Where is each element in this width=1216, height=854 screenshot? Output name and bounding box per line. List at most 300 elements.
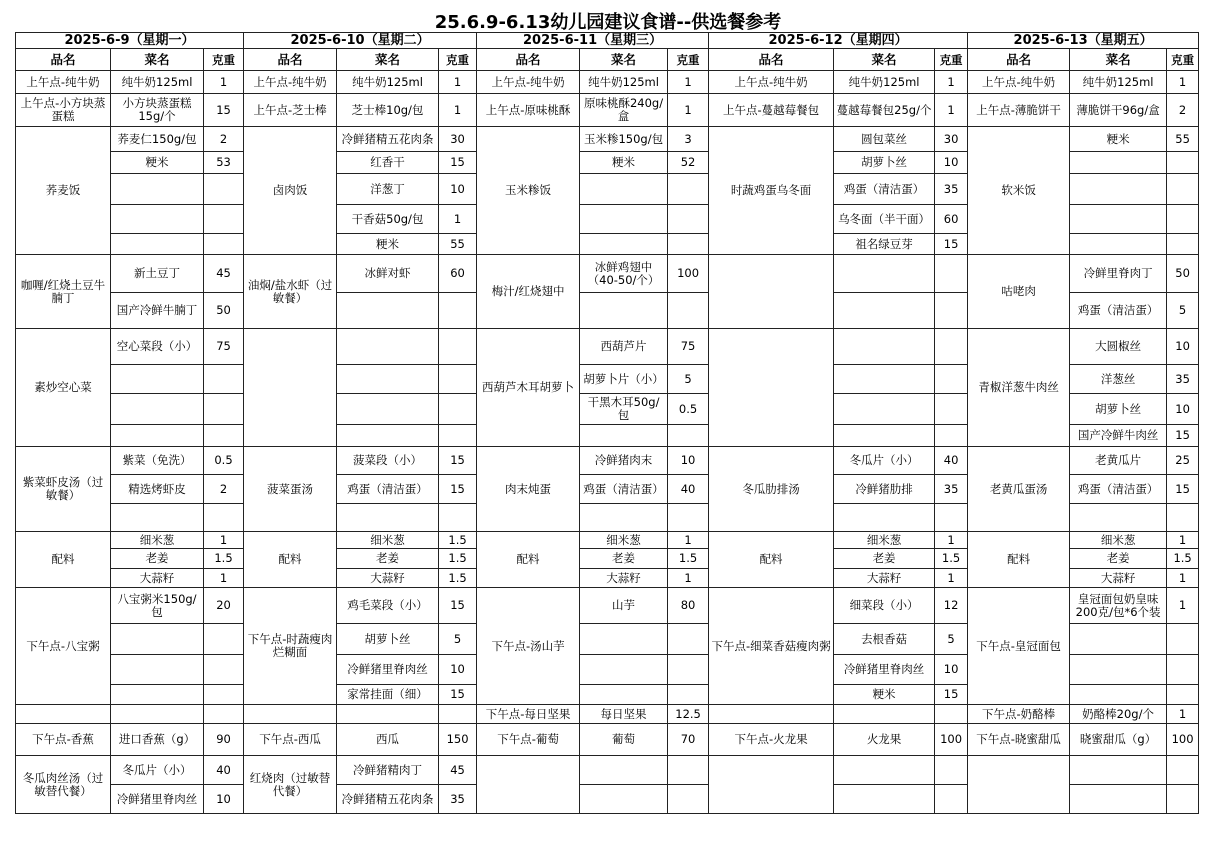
grams-cell: 10 [668,447,709,475]
ingredient-cell [580,174,668,205]
table-row [16,71,1199,94]
dish-name: 上午点-小方块蒸蛋糕 [16,94,111,127]
grams-cell: 10 [1167,329,1199,365]
dish-name: 下午点-汤山芋 [477,588,580,705]
ingredient-cell: 皇冠面包奶皇味200克/包*6个装 [1070,588,1167,624]
grams-cell: 0.5 [204,447,244,475]
dish-name: 上午点-纯牛奶 [244,71,337,94]
ingredient-cell: 芝士棒10g/包 [337,94,439,127]
ingredient-cell: 粳米 [834,685,935,705]
dish-name [477,756,580,814]
grams-cell [1167,624,1199,655]
day-header: 2025-6-9（星期一） [16,33,244,49]
ingredient-cell: 鸡蛋（清洁蛋） [1070,293,1167,329]
ingredient-cell [337,394,439,425]
ingredient-cell: 小方块蒸蛋糕15g/个 [111,94,204,127]
ingredient-cell [834,255,935,293]
ingredient-cell: 玉米糁150g/包 [580,127,668,152]
ingredient-cell [580,234,668,255]
ingredient-cell: 老姜 [111,549,204,569]
grams-cell: 1.5 [439,532,477,549]
dish-name: 配料 [968,532,1070,588]
grams-header: 克重 [935,49,968,71]
grams-cell: 40 [668,475,709,504]
ingredient-cell: 细米葱 [580,532,668,549]
table-row [16,447,1199,475]
ingredient-cell: 每日坚果 [580,705,668,724]
grams-cell: 1 [935,569,968,588]
ingredient-cell [580,655,668,685]
grams-cell: 1 [935,94,968,127]
grams-cell: 15 [439,475,477,504]
grams-cell: 1 [1167,569,1199,588]
ingredient-cell [1070,685,1167,705]
ingredient-cell [834,293,935,329]
grams-cell: 100 [935,724,968,756]
ingredient-cell: 红香干 [337,152,439,174]
grams-cell [1167,785,1199,814]
ingredient-cell: 细米葱 [111,532,204,549]
ingredient-cell: 老姜 [1070,549,1167,569]
dish-name: 老黄瓜蛋汤 [968,447,1070,532]
table-row [16,127,1199,152]
grams-cell: 3 [668,127,709,152]
grams-header: 克重 [1167,49,1199,71]
ingredient-cell [111,394,204,425]
grams-cell: 0.5 [668,394,709,425]
ingredient-cell: 国产冷鲜牛肉丝 [1070,425,1167,447]
grams-cell [204,705,244,724]
table-row [16,588,1199,624]
grams-cell: 12 [935,588,968,624]
grams-cell: 60 [935,205,968,234]
dish-name [709,756,834,814]
grams-cell: 15 [439,685,477,705]
day-header: 2025-6-10（星期二） [244,33,477,49]
grams-cell: 1.5 [439,569,477,588]
dish-name: 下午点-奶酪棒 [968,705,1070,724]
dish-name: 下午点-西瓜 [244,724,337,756]
grams-cell: 52 [668,152,709,174]
dish-name: 时蔬鸡蛋乌冬面 [709,127,834,255]
ingredient-cell [834,756,935,785]
dish-name [968,756,1070,814]
grams-cell: 1 [1167,532,1199,549]
grams-cell [668,293,709,329]
grams-header: 克重 [668,49,709,71]
dish-name: 油焖/盐水虾（过敏餐） [244,255,337,329]
grams-cell [204,174,244,205]
ingredient-cell [111,624,204,655]
ingredient-cell: 胡萝卜丝 [834,152,935,174]
ingredient-cell: 纯牛奶125ml [111,71,204,94]
ingredient-cell: 鸡蛋（清洁蛋） [580,475,668,504]
dish-name: 卤肉饭 [244,127,337,255]
grams-cell [935,329,968,365]
grams-cell: 10 [439,174,477,205]
ingredient-cell [337,293,439,329]
ingredient-header: 菜名 [1070,49,1167,71]
ingredient-cell: 细米葱 [337,532,439,549]
grams-cell: 70 [668,724,709,756]
grams-cell [935,705,968,724]
ingredient-cell [580,785,668,814]
ingredient-cell: 空心菜段（小） [111,329,204,365]
table-row [16,255,1199,293]
grams-cell: 1.5 [439,549,477,569]
ingredient-cell: 去根香菇 [834,624,935,655]
grams-cell: 75 [204,329,244,365]
ingredient-cell: 粳米 [111,152,204,174]
ingredient-cell [580,504,668,532]
dish-name [709,705,834,724]
grams-cell [668,425,709,447]
grams-cell [204,425,244,447]
grams-cell [668,685,709,705]
grams-cell [668,234,709,255]
grams-cell: 10 [935,152,968,174]
dish-name: 上午点-纯牛奶 [16,71,111,94]
ingredient-cell [834,705,935,724]
grams-cell: 55 [439,234,477,255]
ingredient-cell: 鸡蛋（清洁蛋） [834,174,935,205]
ingredient-cell [111,685,204,705]
grams-cell: 12.5 [668,705,709,724]
dish-name: 紫菜虾皮汤（过敏餐） [16,447,111,532]
grams-cell [439,329,477,365]
grams-cell [935,365,968,394]
ingredient-cell: 纯牛奶125ml [1070,71,1167,94]
ingredient-cell: 薄脆饼干96g/盒 [1070,94,1167,127]
grams-cell: 20 [204,588,244,624]
dish-name: 下午点-皇冠面包 [968,588,1070,705]
grams-cell: 15 [935,685,968,705]
grams-cell [935,756,968,785]
table-row [16,329,1199,365]
dish-name: 玉米糁饭 [477,127,580,255]
grams-cell: 5 [439,624,477,655]
grams-cell: 45 [439,756,477,785]
grams-cell [204,624,244,655]
grams-cell: 1 [668,569,709,588]
dish-name: 上午点-蔓越莓餐包 [709,94,834,127]
grams-cell: 45 [204,255,244,293]
dish-name: 肉末炖蛋 [477,447,580,532]
grams-cell: 2 [1167,94,1199,127]
ingredient-cell [1070,504,1167,532]
grams-cell: 1 [935,71,968,94]
grams-cell [668,655,709,685]
grams-cell: 15 [439,447,477,475]
dish-header: 品名 [244,49,337,71]
grams-cell: 2 [204,475,244,504]
ingredient-cell: 大蒜籽 [834,569,935,588]
grams-cell: 10 [935,655,968,685]
ingredient-cell: 菠菜段（小） [337,447,439,475]
dish-name: 下午点-每日坚果 [477,705,580,724]
ingredient-cell [1070,174,1167,205]
ingredient-cell: 八宝粥米150g/包 [111,588,204,624]
grams-cell [204,655,244,685]
grams-cell: 50 [1167,255,1199,293]
dish-name [244,705,337,724]
ingredient-cell: 奶酪棒20g/个 [1070,705,1167,724]
dish-name: 咖喱/红烧土豆牛腩丁 [16,255,111,329]
ingredient-cell: 洋葱丝 [1070,365,1167,394]
grams-cell: 10 [204,785,244,814]
grams-cell: 25 [1167,447,1199,475]
page-title: 25.6.9-6.13幼儿园建议食谱--供选餐参考 [434,12,782,33]
ingredient-cell [580,293,668,329]
ingredient-cell: 粳米 [580,152,668,174]
ingredient-cell: 冷鲜里脊肉丁 [1070,255,1167,293]
table-row [16,724,1199,756]
ingredient-cell: 国产冷鲜牛腩丁 [111,293,204,329]
ingredient-cell: 乌冬面（半干面） [834,205,935,234]
grams-cell [439,293,477,329]
grams-cell [204,205,244,234]
ingredient-cell [580,624,668,655]
grams-cell [204,504,244,532]
ingredient-cell: 粳米 [337,234,439,255]
grams-cell: 1 [439,94,477,127]
grams-cell: 5 [668,365,709,394]
dish-name: 下午点-葡萄 [477,724,580,756]
ingredient-cell: 洋葱丁 [337,174,439,205]
ingredient-cell: 精选烤虾皮 [111,475,204,504]
dish-name: 下午点-火龙果 [709,724,834,756]
grams-cell: 35 [439,785,477,814]
grams-cell: 40 [935,447,968,475]
ingredient-cell [1070,205,1167,234]
dish-header: 品名 [16,49,111,71]
ingredient-cell [111,705,204,724]
ingredient-cell: 干香菇50g/包 [337,205,439,234]
dish-name: 冬瓜肉丝汤（过敏替代餐） [16,756,111,814]
ingredient-cell: 鸡蛋（清洁蛋） [337,475,439,504]
dish-name: 下午点-细菜香菇瘦肉粥 [709,588,834,705]
ingredient-cell: 胡萝卜片（小） [580,365,668,394]
dish-name: 下午点-时蔬瘦肉烂糊面 [244,588,337,705]
grams-cell: 15 [204,94,244,127]
grams-cell: 5 [935,624,968,655]
ingredient-cell [834,785,935,814]
grams-cell [204,685,244,705]
grams-cell: 1 [204,569,244,588]
grams-cell: 90 [204,724,244,756]
grams-cell: 1 [668,532,709,549]
ingredient-cell [111,655,204,685]
dish-name: 配料 [244,532,337,588]
grams-cell [204,365,244,394]
grams-cell: 40 [204,756,244,785]
grams-cell: 1 [204,532,244,549]
dish-name: 上午点-纯牛奶 [709,71,834,94]
grams-cell: 1 [935,532,968,549]
ingredient-cell [111,205,204,234]
dish-name: 下午点-香蕉 [16,724,111,756]
grams-cell: 1.5 [204,549,244,569]
ingredient-cell: 大蒜籽 [337,569,439,588]
ingredient-cell [337,504,439,532]
ingredient-cell: 葡萄 [580,724,668,756]
dish-name: 下午点-晓蜜甜瓜 [968,724,1070,756]
ingredient-header: 菜名 [337,49,439,71]
grams-cell [204,234,244,255]
ingredient-header: 菜名 [834,49,935,71]
grams-cell: 150 [439,724,477,756]
grams-cell: 1.5 [668,549,709,569]
grams-cell: 15 [1167,475,1199,504]
grams-cell: 2 [204,127,244,152]
dish-name: 荞麦饭 [16,127,111,255]
ingredient-cell: 鸡毛菜段（小） [337,588,439,624]
ingredient-cell [337,365,439,394]
grams-cell [935,293,968,329]
grams-cell [935,394,968,425]
grams-cell: 1.5 [1167,549,1199,569]
ingredient-cell [834,394,935,425]
ingredient-cell [111,425,204,447]
dish-name: 配料 [709,532,834,588]
grams-cell [439,365,477,394]
ingredient-cell: 冷鲜猪里脊肉丝 [337,655,439,685]
ingredient-cell [834,425,935,447]
ingredient-cell [111,234,204,255]
grams-cell: 35 [935,174,968,205]
grams-cell [439,394,477,425]
grams-cell: 5 [1167,293,1199,329]
ingredient-cell: 火龙果 [834,724,935,756]
ingredient-cell: 荞麦仁150g/包 [111,127,204,152]
dish-name: 上午点-芝士棒 [244,94,337,127]
grams-cell: 10 [439,655,477,685]
grams-cell: 1 [1167,71,1199,94]
ingredient-cell: 冷鲜猪肋排 [834,475,935,504]
dish-name: 上午点-纯牛奶 [968,71,1070,94]
grams-cell: 1 [1167,588,1199,624]
ingredient-cell: 冬瓜片（小） [834,447,935,475]
grams-cell [1167,685,1199,705]
ingredient-cell [111,174,204,205]
ingredient-cell: 原味桃酥240g/盒 [580,94,668,127]
ingredient-cell: 纯牛奶125ml [337,71,439,94]
ingredient-cell: 大蒜籽 [580,569,668,588]
grams-cell: 1 [439,205,477,234]
grams-cell: 53 [204,152,244,174]
dish-header: 品名 [477,49,580,71]
grams-cell: 15 [1167,425,1199,447]
dish-name: 咕咾肉 [968,255,1070,329]
grams-cell [935,255,968,293]
dish-name [709,329,834,447]
grams-cell: 1 [668,71,709,94]
ingredient-cell [580,205,668,234]
dish-name: 菠菜蛋汤 [244,447,337,532]
ingredient-cell [337,425,439,447]
ingredient-cell: 鸡蛋（清洁蛋） [1070,475,1167,504]
grams-cell: 30 [935,127,968,152]
grams-cell [1167,174,1199,205]
ingredient-cell [1070,785,1167,814]
ingredient-cell: 冷鲜猪肉末 [580,447,668,475]
dish-name [16,705,111,724]
grams-cell: 30 [439,127,477,152]
ingredient-cell [580,756,668,785]
ingredient-cell [580,685,668,705]
grams-cell: 80 [668,588,709,624]
ingredient-cell: 冰鲜对虾 [337,255,439,293]
ingredient-cell: 大圆椒丝 [1070,329,1167,365]
grams-cell [1167,504,1199,532]
grams-header: 克重 [439,49,477,71]
ingredient-cell: 细菜段（小） [834,588,935,624]
ingredient-cell [1070,624,1167,655]
grams-cell [935,504,968,532]
dish-name [709,255,834,329]
ingredient-cell [1070,234,1167,255]
grams-cell: 50 [204,293,244,329]
grams-cell: 75 [668,329,709,365]
ingredient-cell: 家常挂面（细） [337,685,439,705]
menu-table [15,32,1199,814]
grams-cell [668,785,709,814]
ingredient-cell: 新土豆丁 [111,255,204,293]
dish-name: 冬瓜肋排汤 [709,447,834,532]
ingredient-cell [111,504,204,532]
dish-name: 软米饭 [968,127,1070,255]
grams-cell: 1 [439,71,477,94]
ingredient-cell: 冷鲜猪里脊肉丝 [111,785,204,814]
ingredient-cell: 冷鲜猪精五花肉条 [337,127,439,152]
table-row [16,532,1199,549]
ingredient-cell [1070,756,1167,785]
ingredient-cell: 老姜 [580,549,668,569]
ingredient-cell: 西葫芦片 [580,329,668,365]
ingredient-cell: 细米葱 [834,532,935,549]
ingredient-cell: 紫菜（免洗） [111,447,204,475]
ingredient-cell [834,329,935,365]
grams-cell [439,504,477,532]
grams-cell [1167,205,1199,234]
table-row [16,756,1199,785]
grams-cell: 35 [1167,365,1199,394]
grams-cell: 1.5 [935,549,968,569]
ingredient-cell: 大蒜籽 [111,569,204,588]
grams-cell [935,425,968,447]
grams-cell: 15 [439,152,477,174]
ingredient-cell: 圆包菜丝 [834,127,935,152]
grams-cell: 55 [1167,127,1199,152]
day-header: 2025-6-12（星期四） [709,33,968,49]
ingredient-cell: 冷鲜猪里脊肉丝 [834,655,935,685]
table-row [16,705,1199,724]
ingredient-cell: 老姜 [337,549,439,569]
grams-cell: 100 [1167,724,1199,756]
dish-header: 品名 [968,49,1070,71]
grams-cell [668,504,709,532]
ingredient-cell: 祖名绿豆芽 [834,234,935,255]
grams-cell [1167,756,1199,785]
grams-cell [1167,152,1199,174]
day-header: 2025-6-11（星期三） [477,33,709,49]
grams-cell: 1 [668,94,709,127]
dish-name: 上午点-薄脆饼干 [968,94,1070,127]
dish-name: 青椒洋葱牛肉丝 [968,329,1070,447]
grams-header: 克重 [204,49,244,71]
ingredient-cell: 细米葱 [1070,532,1167,549]
grams-cell [439,705,477,724]
